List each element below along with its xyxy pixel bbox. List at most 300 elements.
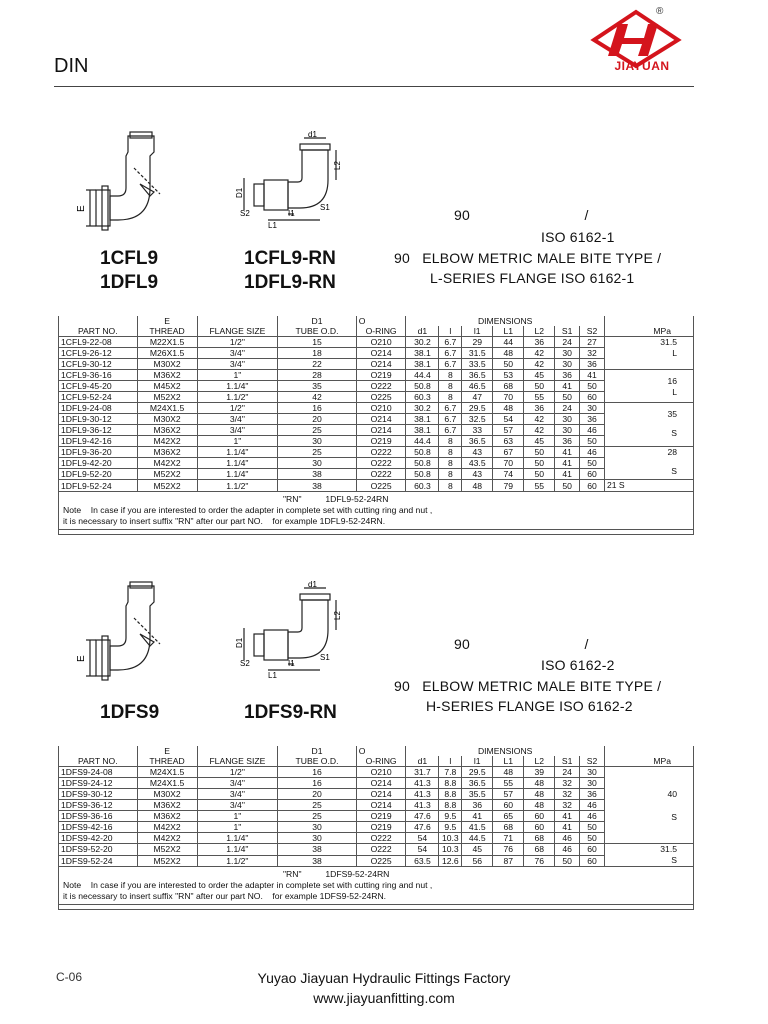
table-cell: 29 <box>462 337 493 348</box>
table-row <box>59 469 694 480</box>
dim-L1-label: L1 <box>268 221 277 230</box>
table-cell: 47 <box>462 392 493 403</box>
table-cell: 3/4" <box>197 778 278 789</box>
dim-s2-label-2: S2 <box>240 659 250 668</box>
table-cell: 50 <box>555 392 580 403</box>
pressure-value: S <box>671 855 677 865</box>
table-cell: 1DFS9-24-08 <box>59 767 138 778</box>
pressure-value: 31.5 <box>660 844 677 854</box>
dim-e-label-2: E <box>76 655 87 662</box>
pressure-cell <box>604 337 693 370</box>
table-cell: O214 <box>356 348 406 359</box>
dim-D1-label: D1 <box>235 187 244 198</box>
table-cell: 71 <box>493 833 524 844</box>
col-dimensions-2: DIMENSIONS <box>406 746 605 756</box>
table-cell: 32.5 <box>462 414 493 425</box>
table-cell: 8 <box>439 392 462 403</box>
col-thread-2: THREAD <box>137 756 197 767</box>
table-cell: 33.5 <box>462 359 493 370</box>
desc-en-2b: H-SERIES FLANGE ISO 6162-2 <box>426 698 633 714</box>
table-cell: 41.5 <box>462 822 493 833</box>
table-cell: 8 <box>439 447 462 458</box>
table-cell: 55 <box>493 778 524 789</box>
table-cell: 50 <box>580 833 605 844</box>
col-o-group-2: O <box>356 746 406 756</box>
table-cell: 50 <box>580 822 605 833</box>
table-cell: 30 <box>555 359 580 370</box>
col-l1-2: l1 <box>462 756 493 767</box>
table-cell: 3/4" <box>197 425 278 436</box>
table-cell: 1DFL9-52-24 <box>59 480 138 492</box>
col-part-no-2: PART NO. <box>59 756 138 767</box>
table-cell: M42X2 <box>137 458 197 469</box>
table-cell: 50 <box>524 458 555 469</box>
table-cell: 30 <box>278 822 357 833</box>
elbow-drawing-1 <box>70 128 190 240</box>
table-cell: 1DFL9-24-08 <box>59 403 138 414</box>
table-cell: 44 <box>493 337 524 348</box>
table-cell: 20 <box>278 789 357 800</box>
table-cell: 30.2 <box>406 337 439 348</box>
table-cell: M52X2 <box>137 469 197 480</box>
table-cell: M30X2 <box>137 359 197 370</box>
table-cell: 35 <box>278 381 357 392</box>
table-cell: 32 <box>555 778 580 789</box>
dim-l2-label: L2 <box>333 161 342 170</box>
table-row <box>59 855 694 867</box>
table-cell: 1/2" <box>197 337 278 348</box>
table-cell: 55 <box>524 480 555 492</box>
table-cell: 87 <box>493 855 524 867</box>
table-cell: 60 <box>580 855 605 867</box>
table-cell: 6.7 <box>439 425 462 436</box>
table-cell: 8 <box>439 458 462 469</box>
table-cell: 6.7 <box>439 348 462 359</box>
table-cell: 1DFL9-30-12 <box>59 414 138 425</box>
table-cell: 32 <box>555 789 580 800</box>
table-cell: 79 <box>493 480 524 492</box>
table-cell: 24 <box>555 767 580 778</box>
table-cell: 41.3 <box>406 789 439 800</box>
dim-e-label: E <box>76 205 87 212</box>
table-cell: O214 <box>356 425 406 436</box>
table-cell: 6.7 <box>439 359 462 370</box>
col-tube-od: TUBE O.D. <box>278 326 357 337</box>
table-cell: M30X2 <box>137 414 197 425</box>
table-cell: 36 <box>580 789 605 800</box>
col-d1-group-2: D1 <box>278 746 357 756</box>
table-cell: 10.3 <box>439 844 462 856</box>
table-cell: O222 <box>356 381 406 392</box>
col-e-2: E <box>137 746 197 756</box>
table-cell: O222 <box>356 844 406 856</box>
table-cell: O214 <box>356 789 406 800</box>
table-row <box>59 392 694 403</box>
note-line: it is necessary to insert suffix "RN" after our part NO. for example 1DFS9-52-24RN. <box>63 891 387 901</box>
col-l: l <box>439 326 462 337</box>
table-cell: 30 <box>278 436 357 447</box>
table-cell: 1DFL9-36-12 <box>59 425 138 436</box>
table-cell: 55 <box>524 392 555 403</box>
table-cell: 60 <box>580 469 605 480</box>
table-cell: 67 <box>493 447 524 458</box>
table-cell: 30 <box>555 425 580 436</box>
spec-table-2-body <box>59 746 694 910</box>
table-note-row <box>59 492 694 530</box>
table-cell: 48 <box>524 778 555 789</box>
table-cell: O210 <box>356 403 406 414</box>
table-cell: 1.1/4" <box>197 458 278 469</box>
col-mpa: MPa <box>604 326 693 337</box>
table-cell: 38.1 <box>406 359 439 370</box>
pressure-value: S <box>671 812 677 822</box>
table-cell: 6.7 <box>439 403 462 414</box>
table-cell: 1CFL9-26-12 <box>59 348 138 359</box>
dim-i1-label: I1 <box>288 209 295 218</box>
table-cell: 41 <box>555 822 580 833</box>
table-cell: 1DFL9-36-20 <box>59 447 138 458</box>
table-cell: M24X1.5 <box>137 778 197 789</box>
table-cell: 68 <box>493 381 524 392</box>
table-cell: 46 <box>580 811 605 822</box>
table-cell: 63 <box>493 436 524 447</box>
table-cell: 1CFL9-45-20 <box>59 381 138 392</box>
table-cell: 50 <box>493 359 524 370</box>
table-cell: 60.3 <box>406 480 439 492</box>
table-cell: 42 <box>278 392 357 403</box>
table-cell: 60.3 <box>406 392 439 403</box>
table-cell: 22 <box>278 359 357 370</box>
table-cell: 1CFL9-36-16 <box>59 370 138 381</box>
table-row <box>59 811 694 822</box>
table-cell: M36X2 <box>137 811 197 822</box>
table-cell: M36X2 <box>137 425 197 436</box>
table-cell: 1.1/4" <box>197 833 278 844</box>
table-cell: 6.7 <box>439 337 462 348</box>
table-cell: 30 <box>555 414 580 425</box>
model-1dfs9: 1DFS9 <box>100 702 160 723</box>
col-d1: d1 <box>406 326 439 337</box>
note-line: Note In case if you are interested to order the adapter in complete set with cutting ring and nut , <box>63 505 433 515</box>
col-o-ring-2: O-RING <box>356 756 406 767</box>
model-1dfs9-rn: 1DFS9-RN <box>244 702 337 723</box>
col-flange-size: FLANGE SIZE <box>197 326 278 337</box>
dim-i1-label-2: I1 <box>288 659 295 668</box>
table-cell: 3/4" <box>197 348 278 359</box>
note-line: it is necessary to insert suffix "RN" after our part NO. for example 1DFL9-52-24RN. <box>63 516 386 526</box>
table-row <box>59 822 694 833</box>
table-cell: 41 <box>555 469 580 480</box>
table-cell: 7.8 <box>439 767 462 778</box>
table-cell: 8 <box>439 436 462 447</box>
table-cell: 1DFS9-30-12 <box>59 789 138 800</box>
table-cell: 1.1/4" <box>197 381 278 392</box>
desc-iso-1: ISO 6162-1 <box>541 229 615 245</box>
col-L2-2: L2 <box>524 756 555 767</box>
table-cell: 1DFS9-36-16 <box>59 811 138 822</box>
table-cell: 48 <box>524 789 555 800</box>
col-l1: l1 <box>462 326 493 337</box>
page-title: DIN <box>54 55 89 77</box>
pressure-value: L <box>672 387 677 397</box>
dim-d1-label: d1 <box>308 130 317 139</box>
table-cell: 46 <box>580 447 605 458</box>
col-part-no: PART NO. <box>59 326 138 337</box>
table-cell: 1" <box>197 436 278 447</box>
pressure-value: 28 <box>667 447 677 457</box>
table-cell: 16 <box>278 403 357 414</box>
table-cell: 8 <box>439 370 462 381</box>
table-cell: 60 <box>493 800 524 811</box>
col-L1-2: L1 <box>493 756 524 767</box>
col-L1: L1 <box>493 326 524 337</box>
desc-en-1a: 90 ELBOW METRIC MALE BITE TYPE / <box>394 250 662 266</box>
table-cell: 50 <box>555 480 580 492</box>
model-1cfl9: 1CFL9 <box>100 248 159 269</box>
table-cell: 30 <box>580 403 605 414</box>
table-cell: 50 <box>580 436 605 447</box>
table-cell: 35.5 <box>462 789 493 800</box>
table-cell: 45 <box>524 436 555 447</box>
table-cell: M36X2 <box>137 447 197 458</box>
footer-company: Yuyao Jiayuan Hydraulic Fittings Factory <box>257 970 511 986</box>
dim-L1-label-2: L1 <box>268 671 277 680</box>
table-cell: 74 <box>493 469 524 480</box>
table-cell: O225 <box>356 855 406 867</box>
table-cell: 18 <box>278 348 357 359</box>
table-cell: 44.4 <box>406 436 439 447</box>
col-S1-2: S1 <box>555 756 580 767</box>
note-line: "RN" 1DFL9-52-24RN <box>283 494 389 504</box>
table-cell: 57 <box>493 425 524 436</box>
table-cell: 54 <box>406 844 439 856</box>
table-cell: 50 <box>524 469 555 480</box>
dim-d1-label-2: d1 <box>308 580 317 589</box>
table-row <box>59 844 694 856</box>
model-1dfl9: 1DFL9 <box>100 272 159 293</box>
table-cell: 48 <box>524 800 555 811</box>
table-cell: 32 <box>555 800 580 811</box>
table-cell: 68 <box>493 822 524 833</box>
table-cell: 1.1/2" <box>197 855 278 867</box>
table-cell: 65 <box>493 811 524 822</box>
table-cell: M52X2 <box>137 844 197 856</box>
pressure-cell <box>604 447 693 480</box>
table-cell: 30 <box>580 767 605 778</box>
table-cell: M24X1.5 <box>137 767 197 778</box>
table-cell: 1DFL9-42-20 <box>59 458 138 469</box>
dim-l2-label-2: L2 <box>333 611 342 620</box>
table-cell: M30X2 <box>137 789 197 800</box>
table-cell: 30 <box>580 778 605 789</box>
pressure-value: 16 <box>667 376 677 386</box>
desc-cn-1: 90 / <box>454 207 589 223</box>
table-cell: O214 <box>356 800 406 811</box>
table-cell: 46 <box>580 425 605 436</box>
table-cell: O225 <box>356 392 406 403</box>
table-cell: 38 <box>278 480 357 492</box>
table-cell: 1DFL9-52-20 <box>59 469 138 480</box>
col-o-ring: O-RING <box>356 326 406 337</box>
table-cell: 27 <box>580 337 605 348</box>
table-note <box>59 492 694 530</box>
table-row <box>59 403 694 414</box>
table-cell: 53 <box>493 370 524 381</box>
table-row <box>59 789 694 800</box>
table-cell: 30 <box>555 348 580 359</box>
table-cell: 41 <box>555 381 580 392</box>
table-cell: 1/2" <box>197 403 278 414</box>
table-cell: 30.2 <box>406 403 439 414</box>
dim-D1-label-2: D1 <box>235 637 244 648</box>
table-cell: 36.5 <box>462 436 493 447</box>
table-row <box>59 348 694 359</box>
table-cell: 57 <box>493 789 524 800</box>
table-cell: 36 <box>580 414 605 425</box>
table-cell: M45X2 <box>137 381 197 392</box>
table-cell: 46 <box>555 833 580 844</box>
pressure-cell <box>604 370 693 403</box>
table-cell: 3/4" <box>197 359 278 370</box>
table-cell: 25 <box>278 800 357 811</box>
table-spacer-row <box>59 905 694 910</box>
table-cell: 38 <box>278 469 357 480</box>
elbow-drawing-1-rn <box>228 130 352 230</box>
table-cell: 25 <box>278 447 357 458</box>
table-cell: O222 <box>356 469 406 480</box>
table-cell: 48 <box>493 767 524 778</box>
table-cell: 3/4" <box>197 800 278 811</box>
table-cell: 50.8 <box>406 447 439 458</box>
table-cell: 50 <box>524 381 555 392</box>
page-number: C-06 <box>56 970 83 984</box>
table-cell: 50.8 <box>406 458 439 469</box>
table-cell: 56 <box>462 855 493 867</box>
table-cell: 60 <box>580 480 605 492</box>
table-row <box>59 425 694 436</box>
col-thread: THREAD <box>137 326 197 337</box>
table-cell: 43 <box>462 447 493 458</box>
desc-en-2a: 90 ELBOW METRIC MALE BITE TYPE / <box>394 678 662 694</box>
note-line: Note In case if you are interested to order the adapter in complete set with cutting ring and nut , <box>63 880 433 890</box>
table-cell: 1DFS9-52-20 <box>59 844 138 856</box>
table-cell: 8 <box>439 381 462 392</box>
pressure-cell <box>604 767 693 844</box>
table-cell: 16 <box>278 778 357 789</box>
table-cell: 36 <box>555 436 580 447</box>
table-cell: M22X1.5 <box>137 337 197 348</box>
table-cell: M36X2 <box>137 370 197 381</box>
table-cell: 68 <box>524 844 555 856</box>
table-cell: 1CFL9-30-12 <box>59 359 138 370</box>
desc-cn-2: 90 / <box>454 636 589 652</box>
table-cell: 60 <box>524 822 555 833</box>
pressure-value: 40 <box>667 789 677 799</box>
model-1cfl9-rn: 1CFL9-RN <box>244 248 336 269</box>
pressure-value: L <box>672 348 677 358</box>
table-cell: 32 <box>580 348 605 359</box>
table-cell: 76 <box>493 844 524 856</box>
table-cell: 36.5 <box>462 370 493 381</box>
footer-website[interactable]: www.jiayuanfitting.com <box>313 990 455 1006</box>
table-cell: 24 <box>555 337 580 348</box>
table-cell: 41 <box>462 811 493 822</box>
table-cell: 41.3 <box>406 800 439 811</box>
table-cell: 54 <box>406 833 439 844</box>
table-cell: 38.1 <box>406 425 439 436</box>
table-row <box>59 447 694 458</box>
table-cell: 6.7 <box>439 414 462 425</box>
table-cell: 29.5 <box>462 403 493 414</box>
col-l-2: l <box>439 756 462 767</box>
table-cell: M52X2 <box>137 392 197 403</box>
table-cell: 1DFS9-42-20 <box>59 833 138 844</box>
table-cell: 30 <box>278 458 357 469</box>
table-cell: 41 <box>555 811 580 822</box>
table-cell: 45 <box>524 370 555 381</box>
table-cell: 28 <box>278 370 357 381</box>
table-cell: 1" <box>197 811 278 822</box>
table-cell: 76 <box>524 855 555 867</box>
table-cell: 8 <box>439 480 462 492</box>
pressure-cell <box>604 480 693 492</box>
table-cell: 48 <box>493 403 524 414</box>
table-cell: 36 <box>524 403 555 414</box>
table-cell: O222 <box>356 458 406 469</box>
table-cell: O219 <box>356 822 406 833</box>
table-cell: 36 <box>555 370 580 381</box>
table-cell: O210 <box>356 337 406 348</box>
desc-iso-2: ISO 6162-2 <box>541 657 615 673</box>
table-cell: 50 <box>524 447 555 458</box>
table-cell: 43 <box>462 469 493 480</box>
table-cell: 45 <box>462 844 493 856</box>
table-cell: 8.8 <box>439 800 462 811</box>
table-cell: 50.8 <box>406 469 439 480</box>
table-cell: 1.1/4" <box>197 469 278 480</box>
table-cell: 54 <box>493 414 524 425</box>
table-cell: 50 <box>555 855 580 867</box>
table-row <box>59 370 694 381</box>
table-cell: 50.8 <box>406 381 439 392</box>
table-cell: 63.5 <box>406 855 439 867</box>
table-cell: 42 <box>524 359 555 370</box>
dim-s1-label-2: S1 <box>320 653 330 662</box>
table-cell: 31.5 <box>462 348 493 359</box>
col-S1: S1 <box>555 326 580 337</box>
table-cell: 46 <box>580 800 605 811</box>
table-cell: 30 <box>278 833 357 844</box>
table-cell: 36.5 <box>462 778 493 789</box>
table-cell: 42 <box>524 425 555 436</box>
table-cell: 1DFS9-52-24 <box>59 855 138 867</box>
table-cell: O225 <box>356 480 406 492</box>
pressure-cell <box>604 403 693 447</box>
table-cell: 1DFS9-42-16 <box>59 822 138 833</box>
table-cell: 44.5 <box>462 833 493 844</box>
col-d1-group: D1 <box>278 316 357 326</box>
table-cell: 1DFL9-42-16 <box>59 436 138 447</box>
pressure-value: 35 <box>667 409 677 419</box>
table-spacer-row <box>59 530 694 535</box>
note-line: "RN" 1DFS9-52-24RN <box>283 869 390 879</box>
table-row <box>59 480 694 492</box>
desc-en-1b: L-SERIES FLANGE ISO 6162-1 <box>430 270 635 286</box>
table-cell: 50 <box>580 458 605 469</box>
table-cell: O222 <box>356 447 406 458</box>
pressure-value: 31.5 <box>660 337 677 347</box>
table-cell: 44.4 <box>406 370 439 381</box>
